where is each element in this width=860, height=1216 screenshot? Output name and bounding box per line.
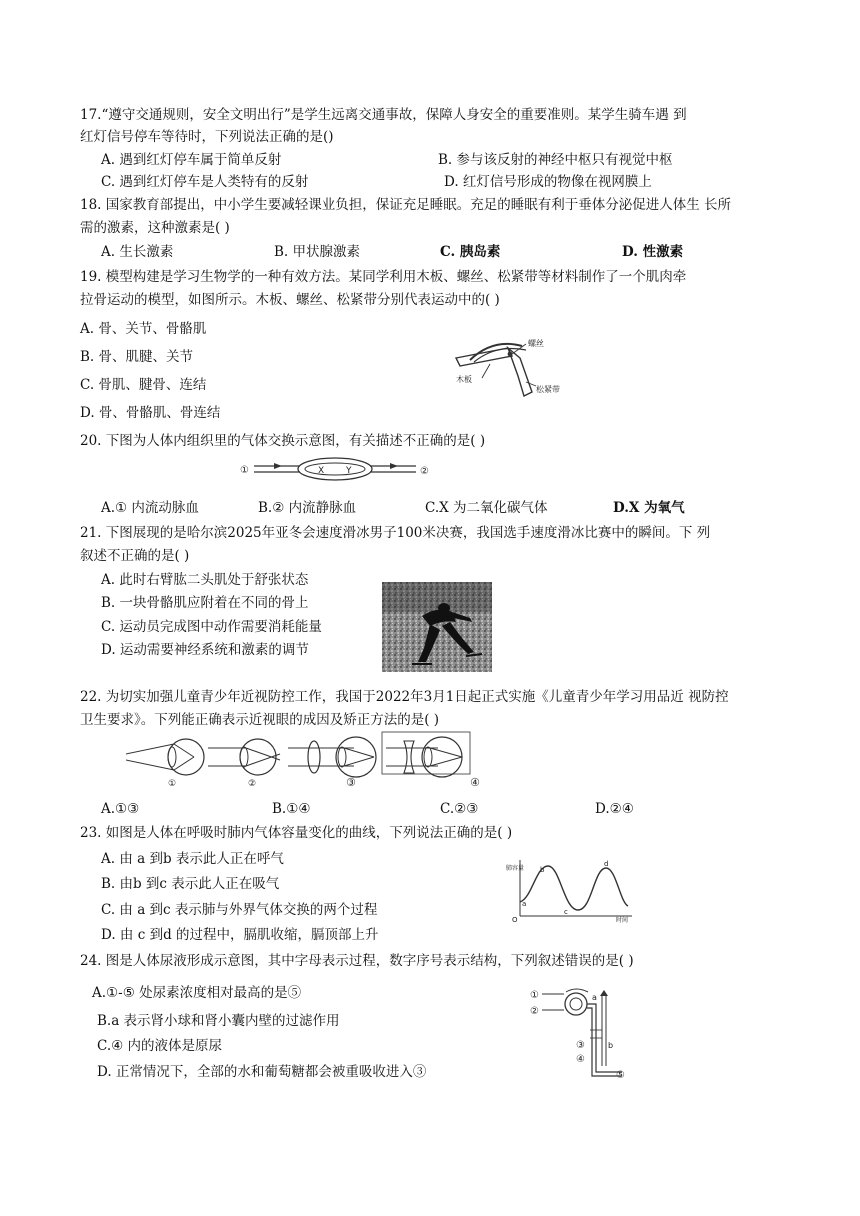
q18-option-a: A. 生长激素 <box>101 244 174 260</box>
q19-option-c: C. 骨肌、腱骨、连结 <box>80 377 207 393</box>
q24-option-b: B.a 表示肾小球和肾小囊内壁的过滤作用 <box>97 1013 340 1029</box>
q24-fig-label-1: ① <box>530 990 539 1001</box>
q21-option-a: A. 此时右臂肱二头肌处于舒张状态 <box>101 572 309 588</box>
speed-skater-photo <box>382 582 492 672</box>
q20-option-d: D.X 为氧气 <box>613 500 685 516</box>
q22-fig-label-1: ① <box>168 779 177 789</box>
q22-option-c: C.②③ <box>440 801 479 817</box>
q22-option-d: D.②④ <box>595 801 634 817</box>
q22-option-a: A.①③ <box>101 801 140 817</box>
q24-fig-label-4: ④ <box>576 1054 585 1065</box>
q19-option-a: A. 骨、关节、骨骼肌 <box>80 321 207 337</box>
q23-stem: 23. 如图是人体在呼吸时肺内气体容量变化的曲线，下列说法正确的是( ) <box>80 825 513 841</box>
q24-fig-label-a: a <box>592 993 597 1002</box>
q22-fig-label-3: ③ <box>346 776 356 789</box>
q20-option-a: A.① 内流动脉血 <box>101 500 199 516</box>
gas-exchange-figure <box>240 457 432 485</box>
q17-option-d: D. 红灯信号形成的物像在视网膜上 <box>444 174 652 190</box>
myopia-diagrams-figure <box>124 730 480 790</box>
q17-stem-line1: 17.“遵守交通规则，安全文明出行”是学生远离交通事故，保障人身安全的重要准则。某学生骑车遇 到 <box>80 107 687 123</box>
lung-volume-curve-figure <box>506 858 636 922</box>
eye-diagram-1 <box>126 739 204 789</box>
eye-diagram-2 <box>208 739 280 789</box>
q21-stem-line1: 21. 下图展现的是哈尔滨2025年亚冬会速度滑冰男子100米决赛，我国选手速度滑冰比赛中的瞬间。下 列 <box>80 525 711 541</box>
q19-fig-label-board: 木板 <box>456 375 472 384</box>
q24-option-a: A.①-⑤ 处尿素浓度相对最高的是⑤ <box>92 985 302 1001</box>
q21-option-d: D. 运动需要神经系统和激素的调节 <box>101 642 309 658</box>
q24-fig-label-2: ② <box>530 1006 539 1017</box>
q23-option-b: B. 由b 到c 表示此人正在吸气 <box>101 876 280 892</box>
q22-fig-label-2: ② <box>248 779 257 789</box>
q17-stem-line2: 红灯信号停车等待时，下列说法正确的是() <box>80 129 334 145</box>
muscle-model-figure <box>448 336 588 400</box>
q23-option-a: A. 由 a 到b 表示此人正在呼气 <box>101 851 284 867</box>
q23-fig-xlabel: 时间 <box>616 917 629 924</box>
q22-fig-label-4: ④ <box>470 776 480 789</box>
q19-option-b: B. 骨、肌腱、关节 <box>80 349 194 365</box>
eye-diagram-4 <box>382 732 480 789</box>
q19-stem-line1: 19. 模型构建是学习生物学的一种有效方法。某同学利用木板、螺丝、松紧带等材料制作了一个肌肉牵 <box>80 269 687 285</box>
q22-stem-line2: 卫生要求》。下列能正确表示近视眼的成因及矫正方法的是( ) <box>80 712 440 728</box>
q18-stem-line1: 18. 国家教育部提出，中小学生要减轻课业负担，保证充足睡眠。充足的睡眠有利于垂体分泌促进人体生 长所 <box>80 197 732 213</box>
q17-option-b: B. 参与该反射的神经中枢只有视觉中枢 <box>438 152 673 168</box>
q20-fig-label-2: ② <box>420 466 429 477</box>
q17-option-a: A. 遇到红灯停车属于简单反射 <box>101 152 282 168</box>
q20-fig-label-y: Y <box>346 466 352 476</box>
q18-stem-line2: 需的激素，这种激素是( ) <box>80 220 230 236</box>
q21-stem-line2: 叙述不正确的是( ) <box>80 548 190 564</box>
q23-fig-label-c: c <box>564 908 568 916</box>
q20-stem: 20. 下图为人体内组织里的气体交换示意图，有关描述不正确的是( ) <box>80 433 486 449</box>
q22-stem-line1: 22. 为切实加强儿童青少年近视防控工作，我国于2022年3月1日起正式实施《儿童青少年学习用品近 视防控 <box>80 689 729 705</box>
q24-stem: 24. 图是人体尿液形成示意图，其中字母表示过程，数字序号表示结构，下列叙述错误的是( ) <box>80 953 634 969</box>
q22-option-b: B.①④ <box>272 801 311 817</box>
q24-option-d: D. 正常情况下，全部的水和葡萄糖都会被重吸收进入③ <box>97 1064 427 1080</box>
q23-option-c: C. 由 a 到c 表示肺与外界气体交换的两个过程 <box>101 902 378 918</box>
q24-fig-label-b: b <box>608 1041 614 1050</box>
q17-option-c: C. 遇到红灯停车是人类特有的反射 <box>101 174 309 190</box>
q21-option-b: B. 一块骨骼肌应附着在不同的骨上 <box>101 595 309 611</box>
q19-fig-label-band: 松紧带 <box>536 385 560 394</box>
q24-fig-label-5: ⑤ <box>616 1070 625 1081</box>
q23-fig-label-b: b <box>540 866 545 874</box>
q24-option-c: C.④ 内的液体是原尿 <box>97 1038 223 1054</box>
q19-option-d: D. 骨、骨骼肌、骨连结 <box>80 405 221 421</box>
q19-stem-line2: 拉骨运动的模型，如图所示。木板、螺丝、松紧带分别代表运动中的( ) <box>80 292 500 308</box>
q24-fig-label-3: ③ <box>576 1040 585 1051</box>
q23-fig-label-a: a <box>522 900 527 908</box>
q18-option-b: B. 甲状腺激素 <box>274 244 361 260</box>
q21-option-c: C. 运动员完成图中动作需要消耗能量 <box>101 619 322 635</box>
q20-fig-label-1: ① <box>240 465 249 476</box>
q23-option-d: D. 由 c 到d 的过程中，膈肌收缩，膈顶部上升 <box>101 927 379 943</box>
q23-fig-label-o: O <box>512 916 518 924</box>
eye-diagram-3 <box>288 737 376 789</box>
q20-fig-label-x: X <box>318 466 325 476</box>
q20-option-b: B.② 内流静脉血 <box>258 500 357 516</box>
q18-option-c: C. 胰岛素 <box>440 244 501 260</box>
q23-fig-label-d: d <box>604 860 609 868</box>
q23-fig-ylabel: 肺容量 <box>506 865 525 872</box>
q20-option-c: C.X 为二氧化碳气体 <box>425 500 548 516</box>
nephron-figure <box>530 986 632 1082</box>
q19-fig-label-screw: 螺丝 <box>528 339 544 348</box>
q18-option-d: D. 性激素 <box>622 244 684 260</box>
